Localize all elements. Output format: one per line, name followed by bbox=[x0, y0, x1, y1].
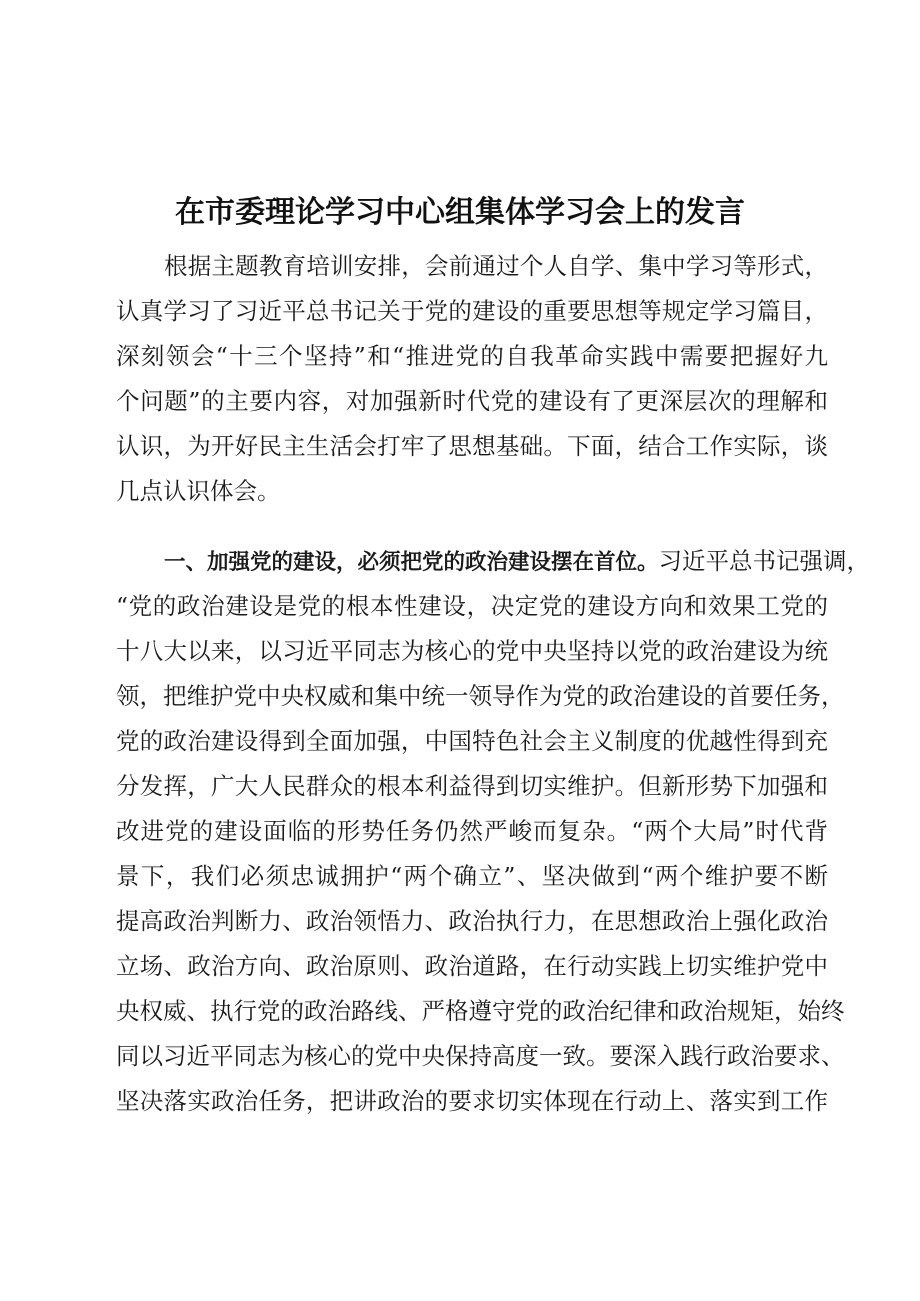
paragraph-line: 几点认识体会。 bbox=[116, 477, 281, 505]
paragraph-line: 同以习近平同志为核心的党中央保持高度一致。要深入践行政治要求、 bbox=[116, 1042, 845, 1070]
paragraph-line: “党的政治建设是党的根本性建设，决定党的建设方向和效果工党的 bbox=[116, 592, 828, 620]
paragraph-line: 央权威、执行党的政治路线、严格遵守党的政治纪律和政治规矩，始终 bbox=[116, 997, 845, 1025]
paragraph-section-one bbox=[116, 539, 871, 1124]
paragraph-line: 认识，为开好民主生活会打牢了思想基础。下面，结合工作实际，谈 bbox=[116, 432, 828, 460]
paragraph-spacer bbox=[116, 514, 828, 539]
paragraph-line: 深刻领会“十三个坚持”和“推进党的自我革命实践中需要把握好九 bbox=[116, 342, 828, 370]
section-heading: 一、加强党的建设，必须把党的政治建设摆在首位。 bbox=[164, 550, 659, 575]
section-heading-tail: 习近平总书记强调， bbox=[658, 547, 871, 575]
paragraph-line: 分发挥，广大人民群众的根本利益得到切实维护。但新形势下加强和 bbox=[116, 772, 828, 800]
paragraph-line: 个问题”的主要内容，对加强新时代党的建设有了更深层次的理解和 bbox=[116, 387, 828, 415]
paragraph-line bbox=[116, 539, 871, 584]
paragraph-intro bbox=[116, 244, 828, 514]
paragraph-line: 领，把维护党中央权威和集中统一领导作为党的政治建设的首要任务， bbox=[116, 682, 845, 710]
paragraph-line: 党的政治建设得到全面加强，中国特色社会主义制度的优越性得到充 bbox=[116, 727, 828, 755]
paragraph-line: 提高政治判断力、政治领悟力、政治执行力，在思想政治上强化政治 bbox=[116, 907, 828, 935]
paragraph-line: 坚决落实政治任务，把讲政治的要求切实体现在行动上、落实到工作 bbox=[116, 1087, 828, 1115]
paragraph-line: 根据主题教育培训安排，会前通过个人自学、集中学习等形式， bbox=[164, 252, 828, 280]
paragraph-line: 改进党的建设面临的形势任务仍然严峻而复杂。“两个大局”时代背 bbox=[116, 817, 828, 845]
paragraph-line: 立场、政治方向、政治原则、政治道路，在行动实践上切实维护党中 bbox=[116, 952, 828, 980]
paragraph-line: 认真学习了习近平总书记关于党的建设的重要思想等规定学习篇目， bbox=[116, 297, 828, 325]
paragraph-line: 十八大以来，以习近平同志为核心的党中央坚持以党的政治建设为统 bbox=[116, 637, 828, 665]
document-body bbox=[116, 244, 871, 1124]
document-title: 在市委理论学习中心组集体学习会上的发言 bbox=[175, 195, 745, 230]
paragraph-line: 景下，我们必须忠诚拥护“两个确立”、坚决做到“两个维护要不断 bbox=[116, 862, 828, 890]
